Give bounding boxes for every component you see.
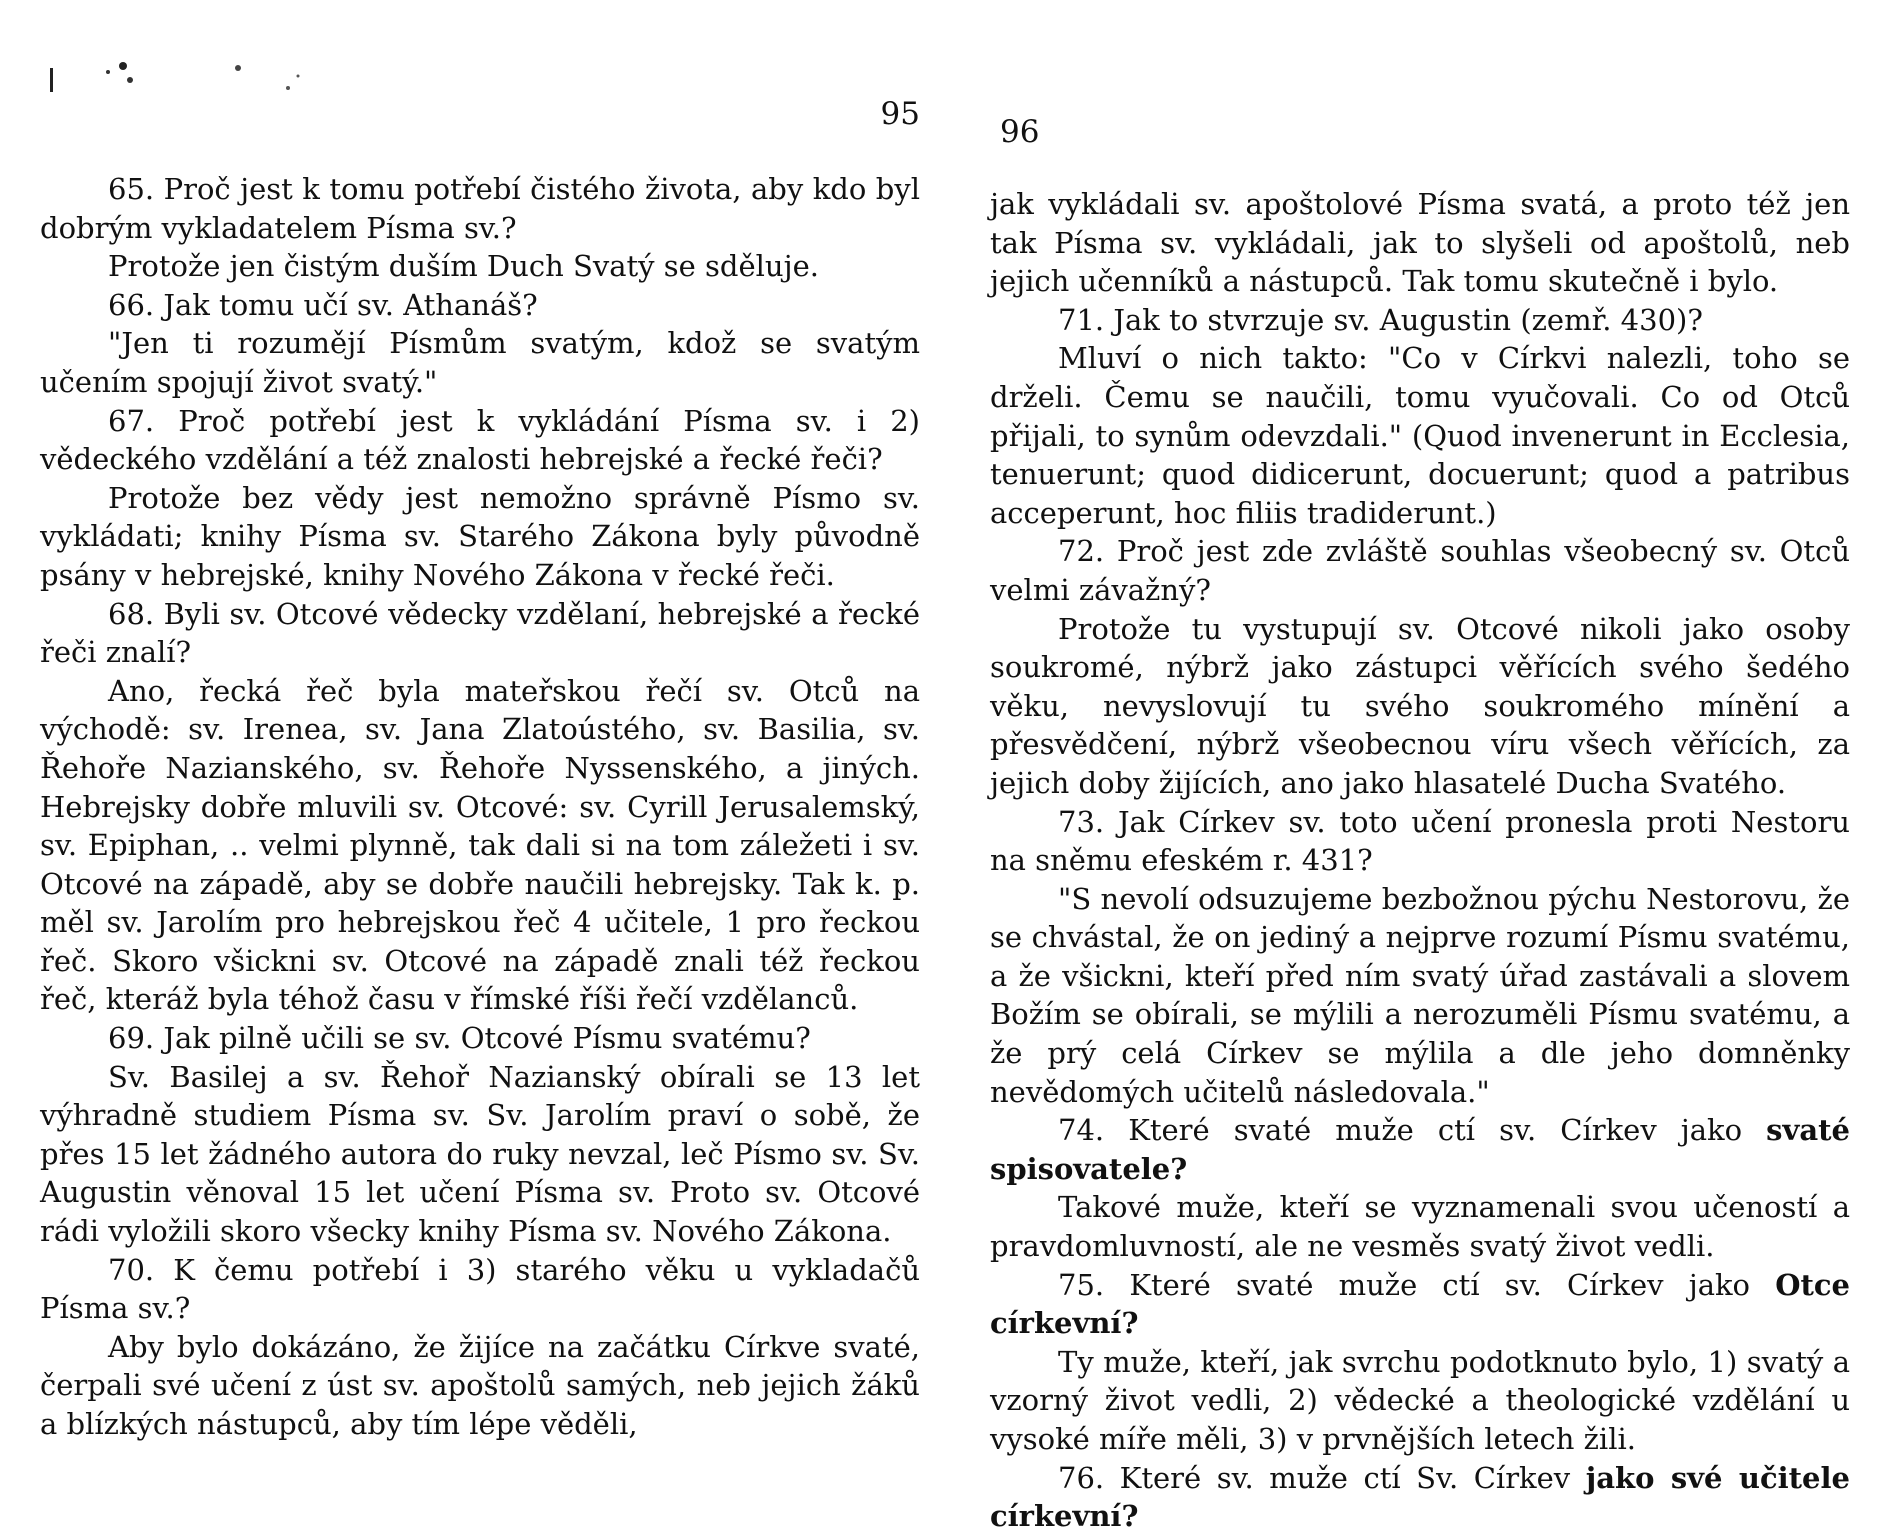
- right-page: [990, 0, 1850, 1534]
- question-73: 73. Jak Církev sv. toto učení pronesla proti Nestoru na sněmu efeském r. 431?: [990, 804, 1850, 878]
- answer-70: Aby bylo dokázáno, že žijíce na začátku Církve svaté, čerpali své učení z úst sv. apoštolů samých, neb jejich žáků a blízkých nástupců, aby tím lépe věděli,: [40, 1329, 920, 1441]
- page-body: [40, 170, 920, 1444]
- question-65: 65. Proč jest k tomu potřebí čistého života, aby kdo byl dobrým vykladatelem Písma sv.?: [40, 172, 920, 245]
- answer-70-continued: jak vykládali sv. apoštolové Písma svatá, a proto též jen tak Písma sv. vykládali, jak to slyšeli od apoštolů, neb jejich učenníků a nástupců. Tak tomu skutečně i bylo.: [990, 187, 1850, 299]
- page-body: [990, 185, 1850, 1536]
- question-75: 75. Které svaté muže ctí sv. Církev jako Otce církevní?: [990, 1267, 1850, 1341]
- answer-75: Ty muže, kteří, jak svrchu podotknuto bylo, 1) svatý a vzorný život vedli, 2) vědecké a theologické vzdělání u vysoké míře měli, 3) v prvnějších letech žili.: [990, 1344, 1850, 1456]
- answer-67: Protože bez vědy jest nemožno správně Písmo sv. vykládati; knihy Písma sv. Starého Zákona byly původně psány v hebrejské, knihy Nového Zákona v řecké řeči.: [40, 480, 920, 592]
- question-67: 67. Proč potřebí jest k vykládání Písma sv. i 2) vědeckého vzdělání a též znalosti hebrejské a řecké řeči?: [40, 403, 920, 477]
- answer-68: Ano, řecká řeč byla mateřskou řečí sv. Otců na východě: sv. Irenea, sv. Jana Zlatoústého, sv. Basilia, sv. Řehoře Nazianského, sv. Řehoře Nyssenského, a jiných. Hebrejsky dobře mluvili sv. Otcové: sv. Cyrill Jerusalemský, sv. Epiphan, .. velmi plynně, tak dali si na tom záležeti i sv. Otcové na západě, aby se dobře naučili hebrejsky. Tak k. p. měl sv. Jarolím pro hebrejskou řeč 4 učitele, 1 pro řeckou řeč. Skoro všickni sv. Otcové na západě znali též řeckou řeč, kteráž byla téhož času v římské říši řečí vzdělanců.: [40, 673, 920, 1017]
- page-number: 95: [880, 96, 920, 132]
- answer-71: Mluví o nich takto: "Co v Církvi nalezli, toho se drželi. Čemu se naučili, tomu vyučovali. Co od Otců přijali, to synům odevzdali." (Quod invenerunt in Ecclesia, tenuerunt; quod didicerunt, docuerunt; quod a patribus acceperunt, hoc filiis tradiderunt.): [990, 341, 1850, 530]
- answer-69: Sv. Basilej a sv. Řehoř Nazianský obírali se 13 let výhradně studiem Písma sv. Sv. Jarolím praví o sobě, že přes 15 let žádného autora do ruky nevzal, leč Písmo sv. Sv. Augustin věnoval 15 let učení Písma sv. Proto sv. Otcové rádi vyložili skoro všecky knihy Písma sv. Nového Zákona.: [40, 1059, 920, 1249]
- question-71: 71. Jak to stvrzuje sv. Augustin (zemř. 430)?: [1058, 302, 1703, 337]
- answer-74: Takové muže, kteří se vyznamenali svou učeností a pravdomluvností, ale ne vesměs svatý život vedli.: [990, 1190, 1850, 1264]
- question-66: 66. Jak tomu učí sv. Athanáš?: [108, 287, 538, 322]
- answer-65: Protože jen čistým duším Duch Svatý se sděluje.: [108, 249, 819, 284]
- answer-72: Protože tu vystupují sv. Otcové nikoli jako osoby soukromé, nýbrž jako zástupci věřících svého šedého věku, nevyslovují tu svého soukromého mínění a přesvědčení, nýbrž všeobecnou víru všech věřících, za jejich doby žijících, ano jako hlasatelé Ducha Svatého.: [990, 611, 1850, 800]
- question-74: 74. Které svaté muže ctí sv. Církev jako svaté spisovatele?: [990, 1113, 1850, 1186]
- answer-66: "Jen ti rozumějí Písmům svatým, kdož se svatým učením spojují život svatý.": [40, 326, 920, 399]
- page-number: 96: [1000, 114, 1040, 150]
- question-69: 69. Jak pilně učili se sv. Otcové Písmu svatému?: [108, 1021, 811, 1056]
- answer-73: "S nevolí odsuzujeme bezbožnou pýchu Nestorovu, že se chvástal, že on jediný a nejprve rozumí Písmu svatému, a že všickni, kteří před ním svatý úřad zastávali a slovem Božím se obírali, se mýlili a nerozuměli Písmu svatému, a že prý celá Církev se mýlila a dle jeho domněnky nevědomých učitelů následovala.": [990, 881, 1850, 1109]
- question-72: 72. Proč jest zde zvláště souhlas všeobecný sv. Otců velmi závažný?: [990, 534, 1850, 607]
- question-70: 70. K čemu potřebí i 3) starého věku u vykladačů Písma sv.?: [40, 1252, 920, 1326]
- question-68: 68. Byli sv. Otcové vědecky vzdělaní, hebrejské a řecké řeči znalí?: [40, 596, 920, 670]
- left-page: [40, 0, 920, 1500]
- question-76: 76. Které sv. muže ctí Sv. Církev jako své učitele církevní?: [990, 1460, 1850, 1534]
